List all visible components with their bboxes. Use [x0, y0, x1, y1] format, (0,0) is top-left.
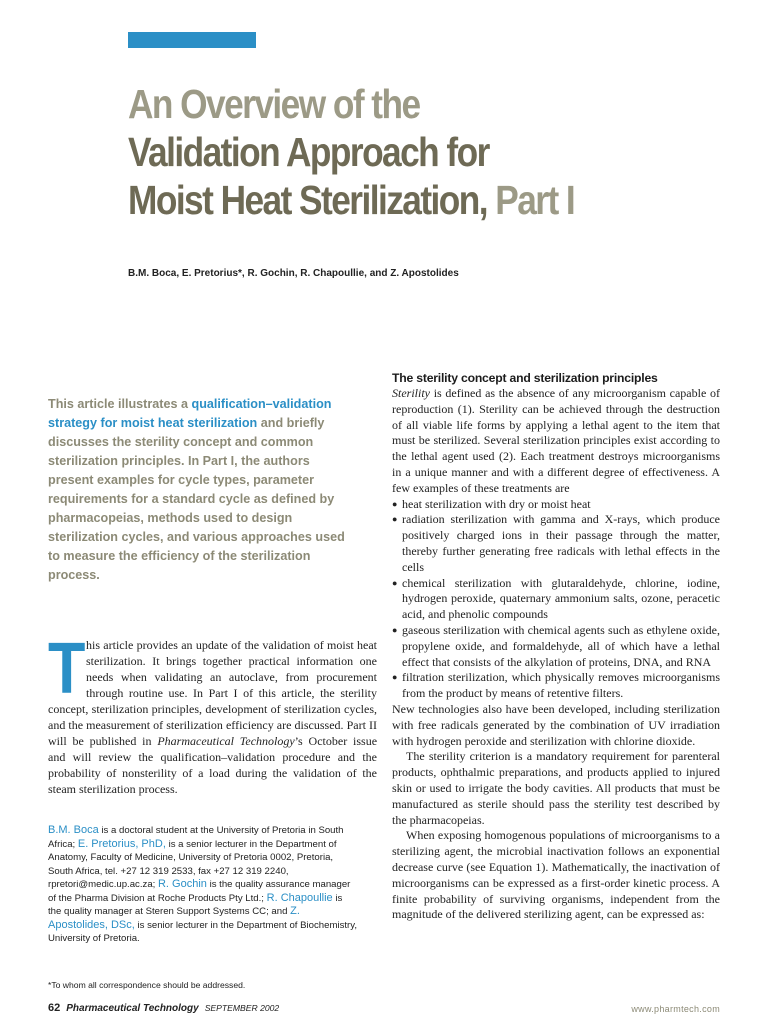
title-line-3-text: Moist Heat Sterilization, [128, 177, 488, 223]
abstract-post: and briefly discusses the sterility concept and common sterilization principles. In Part I, the authors present examples for cycle types, parameter requirements for a standard cycle as defined by pharmacopeias, methods used to design sterilization cycles, and various approaches used to measure the efficiency of the sterilization process. [48, 416, 345, 582]
correspondence-footnote: *To whom all correspondence should be addressed. [48, 980, 246, 990]
list-item: ● chemical sterilization with glutaraldehyde, chlorine, iodine, hydrogen peroxide, quaternary ammonium salts, ozone, peracetic acid, and phenolic compounds [392, 576, 720, 623]
bio-text: is senior lecturer in the Department of Biochemistry, University of Pretoria. [48, 919, 357, 944]
intro-journal: Pharmaceutical Technology [157, 734, 295, 748]
abstract-highlight: qualification–validation strategy for moist heat sterilization [48, 397, 332, 430]
list-item: ● gaseous sterilization with chemical agents such as ethylene oxide, propylene oxide, and formaldehyde, all of which have a lethal effect that consists of the alkylation of proteins, DNA, and RNA [392, 623, 720, 670]
journal-name: Pharmaceutical Technology [66, 1003, 199, 1014]
title-part: Part I [487, 177, 575, 223]
bio-name: R. Chapoullie [266, 891, 333, 904]
list-item: ● heat sterilization with dry or moist heat [392, 497, 720, 513]
paragraph: When exposing homogenous populations of microorganisms to a sterilizing agent, the microbial inactivation follows an exponential decrease curve (see Equation 1). Mathematically, the inactivation of microorganisms can be expressed as a first-order kinetic process. A finite probability of surviving organisms, independent from the magnitude of the delivered sterilizing agent, can be expressed as: [392, 828, 720, 922]
list-item: ● radiation sterilization with gamma and X-rays, which produce positively charged ions in their passage through the matter, thereby further generating free radicals with lethal effects in the cells [392, 512, 720, 575]
abstract [48, 395, 348, 585]
bio-name: R. Gochin [157, 878, 207, 890]
treatment-list [392, 497, 720, 702]
page-number: 62 [48, 1002, 61, 1014]
bio-text: is a senior lecturer in the Department of Anatomy, Faculty of Medicine, University of Pretoria 0002, Pretoria, South Africa, tel. +27 12 319 2533, fax +27 12 319 2240, rpretori@medic.up.ac.za; [48, 838, 337, 890]
accent-bar [128, 32, 256, 48]
author-list: B.M. Boca, E. Pretorius*, R. Gochin, R. Chapoullie, and Z. Apostolides [128, 268, 459, 279]
bio-name: B.M. Boca [48, 824, 99, 836]
issue-date: SEPTEMBER 2002 [204, 1003, 280, 1013]
term-sterility: Sterility [392, 386, 430, 400]
intro-paragraph [48, 629, 378, 797]
bio-name: Z. Apostolides, DSc, [48, 905, 300, 931]
bio-text: is the quality assurance manager of the Pharma Division at Roche Products Pty Ltd.; [48, 879, 351, 904]
bio-text: is a doctoral student at the University of Pretoria in South Africa; [48, 825, 344, 850]
paragraph: The sterility criterion is a mandatory requirement for parenteral products, ophthalmic preparations, and products applied to injured skin or used to irrigate the body cavities. All products that must be manufactured as sterile should pass the sterility test described by the pharmacopeias. [392, 749, 720, 827]
page-footer [48, 1002, 279, 1014]
author-bios [48, 824, 358, 946]
website-url: www.pharmtech.com [631, 1004, 720, 1014]
intro-text-2: ’s October issue and will review the qualification–validation procedure and the probability of nonsterility of a load during the validation of the steam sterilization process. [48, 734, 378, 796]
paragraph-text: is defined as the absence of any microorganism capable of reproduction (1). Sterility can be achieved through the destruction of all viable life forms by applying a lethal agent to the item that must be sterilized. Several sterilization principles exist according to the lethal agent used (2). Each treatment destroys microorganisms in a unique manner and with a different degree of effectiveness. A few examples of these treatments are [392, 386, 720, 495]
intro-text-1: his article provides an update of the validation of moist heat sterilization. It brings together practical information one needs when validating an autoclave, from procurement through routine use. In Part I of this article, the sterility concept, sterilization principles, development of sterilization cycles, and the measurement of sterilization efficiency are discussed. Part II will be published in [48, 638, 377, 748]
bio-text: is the quality manager at Steren Support Systems CC; and [48, 892, 343, 917]
paragraph [392, 386, 720, 497]
section-body [392, 386, 720, 923]
article-title [128, 80, 661, 224]
title-line-1: An Overview of the [128, 81, 420, 127]
title-line-3 [128, 176, 661, 224]
section-heading: The sterility concept and sterilization principles [392, 371, 658, 385]
drop-cap: T [48, 629, 86, 709]
bio-name: E. Pretorius, PhD, [77, 837, 166, 850]
title-line-2: Validation Approach for [128, 129, 489, 175]
paragraph: New technologies also have been developed, including sterilization with free radicals generated by the combination of UV irradiation with hydrogen peroxide and sterilization with chlorine dioxide. [392, 701, 720, 748]
right-column [392, 370, 720, 923]
list-item: ● filtration sterilization, which physically removes microorganisms from the product by means of retentive filters. [392, 670, 720, 702]
abstract-pre: This article illustrates a [48, 397, 192, 411]
